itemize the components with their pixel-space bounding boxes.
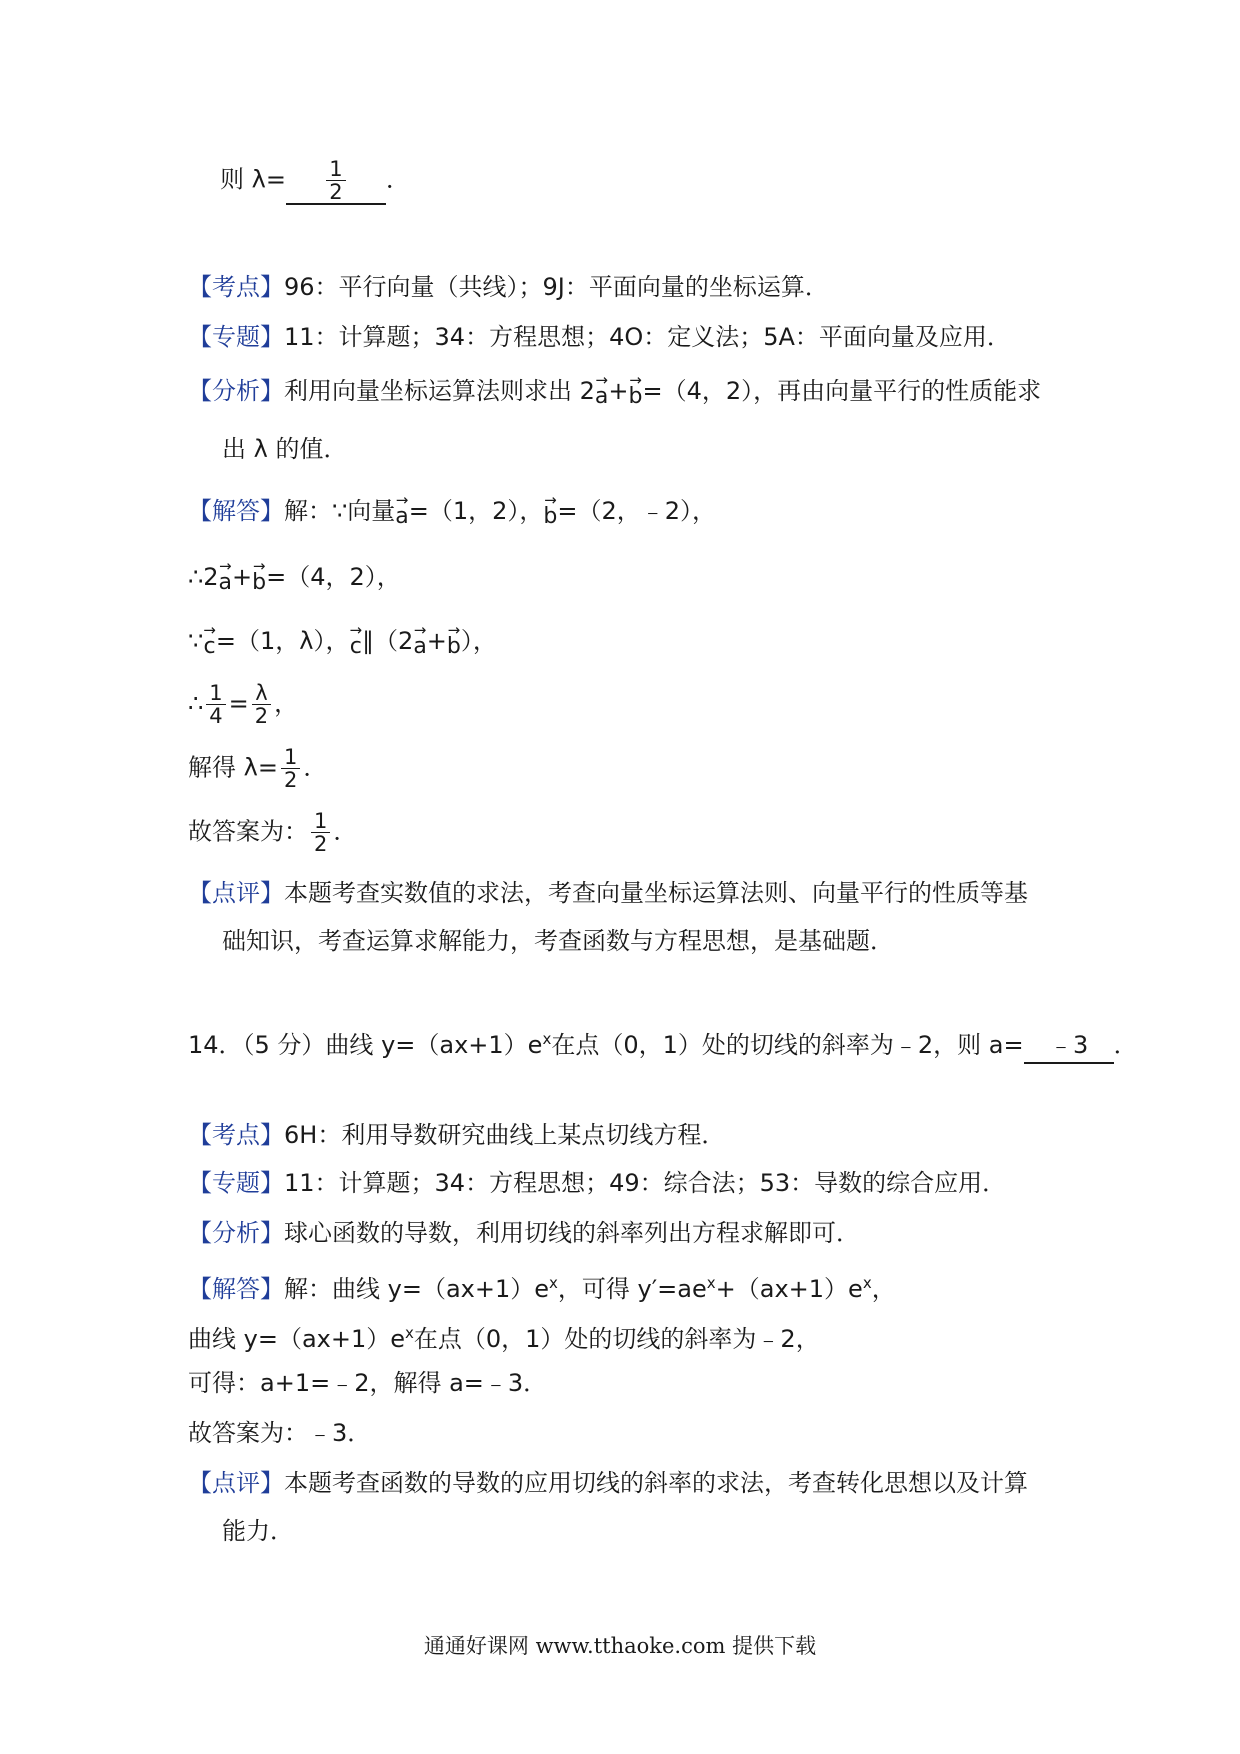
answer-fraction: $\frac{1}{2}$ [326, 158, 345, 203]
q13-step4: 解得 λ= $\frac{1}{2}$ ． [188, 745, 328, 792]
answer-blank [286, 158, 386, 205]
vector-a: → a [218, 557, 233, 595]
kaodian-tag: 【考点】 [188, 1121, 284, 1149]
q14-dianping-line2: 能力． [222, 1517, 294, 1545]
q13-dianping-line2: 础知识，考查运算求解能力，考查函数与方程思想，是基础题． [222, 927, 894, 955]
q13-step3: ∴ $\frac{1}{4}$ = $\frac{\lambda}{2}$ ， [188, 681, 299, 728]
dianping-tag: 【点评】 [188, 1469, 284, 1497]
q14-stem: 14．（5 分）曲线 $y=(ax+1)e^x$在点（0，1）处的切线的斜率为﹣2，则 a= ﹣3 ． [188, 1022, 1138, 1064]
zhuanti-tag: 【专题】 [188, 323, 284, 351]
vector-a: → a [413, 621, 427, 659]
q14-fenxi: 【分析】球心函数的导数，利用切线的斜率列出方程求解即可． [188, 1219, 860, 1247]
q13-step1: ∴2 → a + → b =（4，2）， [188, 557, 401, 595]
fraction: $\frac{1}{2}$ [281, 746, 300, 791]
q14-line4: 故答案为：﹣3． [188, 1419, 372, 1447]
fenxi-tag: 【分析】 [188, 377, 284, 405]
q13-zhuanti: 【专题】11：计算题；34：方程思想；4O：定义法；5A：平面向量及应用． [188, 323, 1011, 351]
vector-b: → b [446, 621, 461, 659]
jieda-tag: 【解答】 [188, 1275, 284, 1303]
q14-line2: 曲线 $y=(ax+1)e^x$在点（0，1）处的切线的斜率为﹣2， [188, 1324, 820, 1353]
vector-c: → c [203, 621, 216, 659]
q13-fenxi-line2: 出 λ 的值． [222, 435, 348, 463]
jieda-tag: 【解答】 [188, 497, 284, 525]
fraction: $\frac{1}{4}$ [206, 682, 225, 727]
q13-step2: ∵ → c =（1，λ）， → c ∥（2 → a + → b ）， [188, 621, 497, 659]
q13-kaodian: 【考点】96：平行向量（共线）；9J：平面向量的坐标运算． [188, 273, 829, 301]
page-footer: 通通好课网 www.tthaoke.com 提供下载 [423, 1634, 817, 1658]
answer-blank: ﹣3 [1024, 1028, 1114, 1064]
q14-jieda: 【解答】解：曲线 $y=(ax+1)e^x$，可得 $y'=ae^x+(ax+1)e^x$， [188, 1274, 896, 1303]
zhuanti-tag: 【专题】 [188, 1169, 284, 1197]
vector-a: → a [395, 491, 409, 529]
q13-dianping: 【点评】本题考查实数值的求法，考查向量坐标运算法则、向量平行的性质等基 [188, 879, 1028, 907]
q13-jieda: 【解答】解：∵向量 → a =（1，2）， → b =（2，﹣2）， [188, 491, 717, 529]
vector-b: → b [252, 557, 267, 595]
q13-answer-line: 则 λ= $\frac{1}{2}$ ． [220, 157, 410, 204]
vector-a: → a [594, 371, 609, 409]
q13-fenxi: 【分析】利用向量坐标运算法则求出 2 → a + → b =（4，2），再由向量平行的性质能求 [188, 371, 1042, 409]
vector-b: → b [628, 371, 643, 409]
q14-kaodian: 【考点】6H：利用导数研究曲线上某点切线方程． [188, 1121, 726, 1149]
q14-zhuanti: 【专题】11：计算题；34：方程思想；49：综合法；53：导数的综合应用． [188, 1169, 1007, 1197]
vector-b: → b [543, 491, 558, 529]
q13-step5: 故答案为： $\frac{1}{2}$ ． [188, 809, 358, 856]
kaodian-tag: 【考点】 [188, 273, 284, 301]
dianping-tag: 【点评】 [188, 879, 284, 907]
vector-c: → c [349, 621, 363, 659]
q14-dianping: 【点评】本题考查函数的导数的应用切线的斜率的求法，考查转化思想以及计算 [188, 1469, 1028, 1497]
fraction: $\frac{1}{2}$ [311, 810, 330, 855]
q14-line3: 可得：a+1=﹣2，解得 a=﹣3． [188, 1369, 548, 1397]
fraction: $\frac{\lambda}{2}$ [252, 682, 271, 727]
fenxi-tag: 【分析】 [188, 1219, 284, 1247]
